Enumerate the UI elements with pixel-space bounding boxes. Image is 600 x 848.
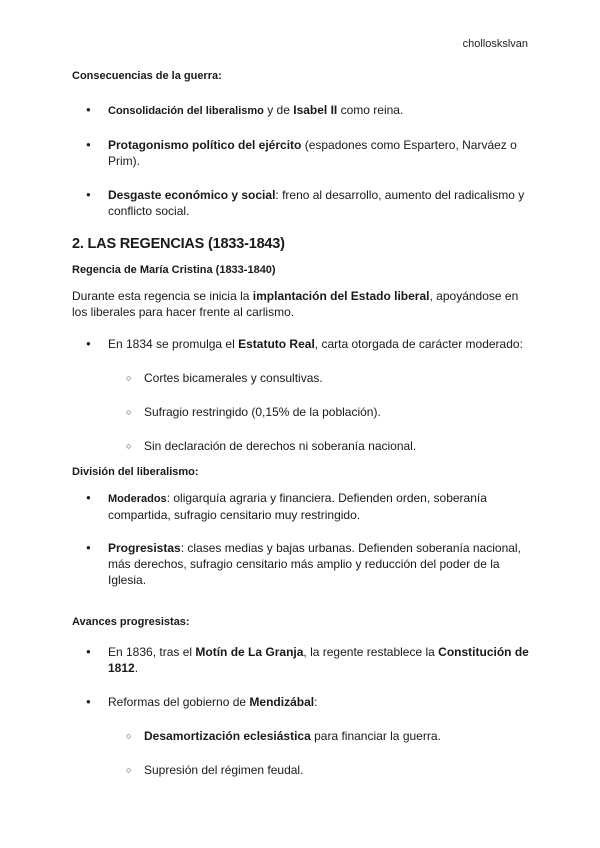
sub-list-item: ○ Sin declaración de derechos ni soberanía nacional.	[72, 438, 532, 454]
list-item: ● Reformas del gobierno de Mendizábal:	[72, 694, 532, 710]
sub-list-item: ○ Desamortización eclesiástica para financiar la guerra.	[72, 728, 532, 744]
list-item: ● En 1834 se promulga el Estatuto Real, carta otorgada de carácter moderado:	[72, 336, 532, 352]
division-list	[72, 490, 532, 588]
section-division-title: División del liberalismo:	[72, 466, 199, 478]
section-consecuencias-title: Consecuencias de la guerra:	[72, 70, 222, 82]
list-item: ● Desgaste económico y social: freno al desarrollo, aumento del radicalismo y conflicto social.	[72, 187, 532, 219]
sub-list-item: ○ Sufragio restringido (0,15% de la población).	[72, 404, 532, 420]
regencia-paragraph: Durante esta regencia se inicia la implantación del Estado liberal, apoyándose en los liberales para hacer frente al carlismo.	[72, 289, 519, 319]
consecuencias-list	[72, 102, 532, 219]
list-item: ● Consolidación del liberalismo y de Isabel II como reina.	[72, 102, 532, 119]
sub-list-item: ○ Supresión del régimen feudal.	[72, 762, 532, 778]
section-avances-title: Avances progresistas:	[72, 616, 190, 628]
section-heading-regencias: 2. LAS REGENCIAS (1833-1843)	[72, 236, 285, 252]
document-content	[72, 70, 532, 778]
header-author: cholloskslvan	[462, 38, 528, 50]
subsection-maria-cristina: Regencia de María Cristina (1833-1840)	[72, 264, 276, 276]
list-item: ● Progresistas: clases medias y bajas urbanas. Defienden soberanía nacional, más derechos, sufragio censitario más amplio y reducción del poder de la Iglesia.	[72, 540, 532, 588]
list-item: ● Moderados: oligarquía agraria y financiera. Defienden orden, soberanía compartida, sufragio censitario muy restringido.	[72, 490, 532, 523]
avances-list	[72, 644, 532, 778]
list-item: ● Protagonismo político del ejército (espadones como Espartero, Narváez o Prim).	[72, 137, 532, 169]
estatuto-list	[72, 336, 532, 454]
sub-list-item: ○ Cortes bicamerales y consultivas.	[72, 370, 532, 386]
list-item: ● En 1836, tras el Motín de La Granja, la regente restablece la Constitución de 1812.	[72, 644, 532, 676]
